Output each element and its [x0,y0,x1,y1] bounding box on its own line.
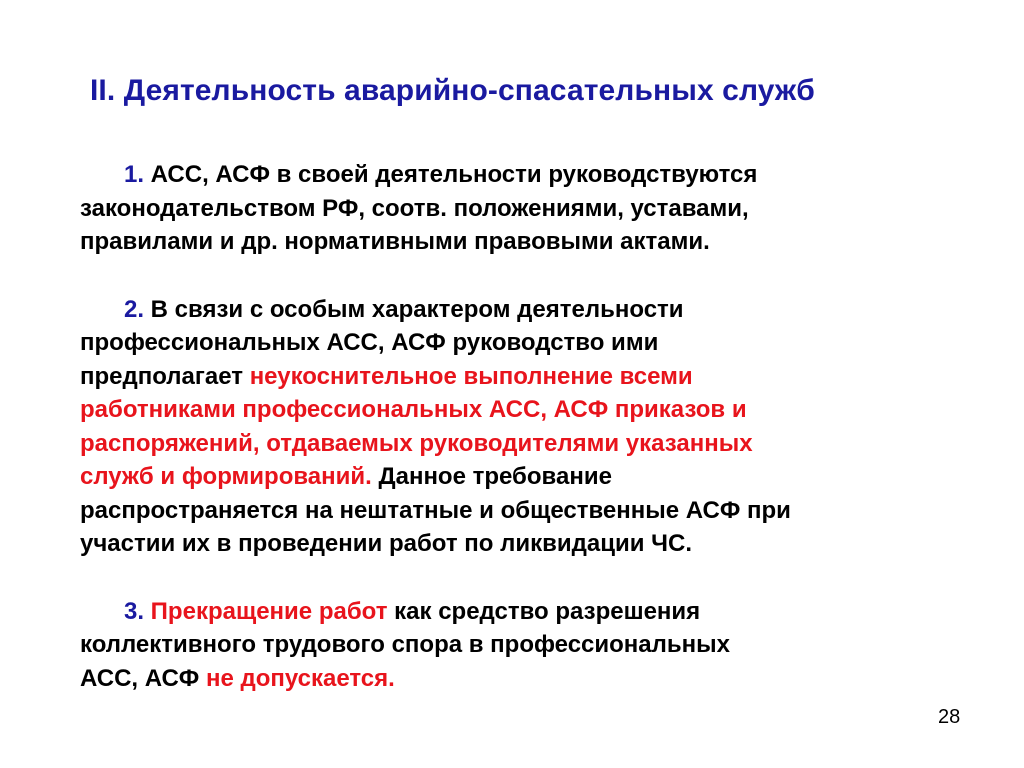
paragraph-3-highlight: Прекращение работ [144,597,388,625]
paragraph-spacer [80,561,940,595]
paragraph-2-line-6 [80,460,940,494]
paragraph-3-text-black: АСС, АСФ [80,664,206,692]
paragraph-2 [80,293,940,561]
paragraph-2-line-3 [80,360,940,394]
paragraph-1-line-2: законодательством РФ, соотв. положениями, уставами, [80,194,749,222]
page-number: 28 [938,706,961,728]
paragraph-3-line-3 [80,662,940,696]
paragraph-2-text: В связи с особым характером деятельности [144,295,684,323]
paragraph-3-line-2: коллективного трудового спора в профессиональных [80,631,730,658]
paragraph-2-text-black: предполагает [80,362,250,390]
paragraph-2-highlight: неукоснительное выполнение всеми [249,362,693,390]
paragraph-spacer [80,259,940,293]
paragraph-3 [80,595,940,696]
slide-body [80,158,940,695]
paragraph-2-line-4: работниками профессиональных АСС, АСФ приказов и [80,396,747,423]
paragraph-1-text: АСС, АСФ в своей деятельности руководствуются [144,161,758,188]
paragraph-2-line-1 [80,293,940,327]
paragraph-2-line-5: распоряжений, отдаваемых руководителями указанных [80,429,753,457]
paragraph-2-text-black: Данное требование [371,463,612,490]
paragraph-2-highlight-end: служб и формирований. [80,463,372,490]
paragraph-3-text-black: как средство разрешения [387,597,701,625]
paragraph-3-highlight-end: не допускается. [205,664,395,692]
paragraph-2-line-8: участии их в проведении работ по ликвидации ЧС. [80,530,692,557]
paragraph-2-line-2: профессиональных АСС, АСФ руководство ими [80,329,659,356]
paragraph-1-line-3: правилами и др. нормативными правовыми актами. [80,228,710,255]
paragraph-3-number: 3. [124,597,145,625]
paragraph-2-line-7: распространяется на нештатные и общественные АСФ при [80,496,791,524]
paragraph-1 [80,158,940,259]
paragraph-2-number: 2. [124,295,145,323]
paragraph-3-line-1 [80,595,940,629]
slide-title: II. Деятельность аварийно-спасательных служб [90,74,815,107]
paragraph-1-line-1 [80,158,940,192]
paragraph-1-number: 1. [124,161,145,188]
